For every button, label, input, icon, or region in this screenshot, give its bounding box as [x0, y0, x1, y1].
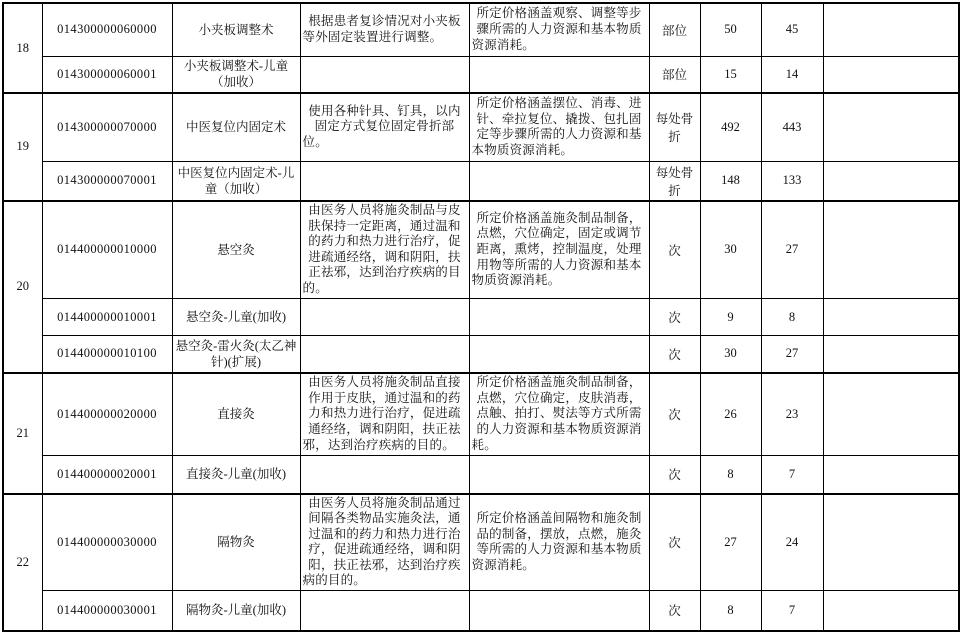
- price-coverage-cell: [469, 299, 649, 336]
- table-row: [3, 161, 959, 201]
- row-number-cell: 21: [3, 373, 42, 494]
- price-1-cell: 30: [700, 336, 761, 373]
- item-code-cell: 014400000030001: [42, 591, 172, 631]
- item-code-cell: 014300000060001: [42, 56, 172, 93]
- note-cell: [823, 161, 959, 201]
- price-2-cell: 24: [761, 494, 823, 591]
- price-coverage-cell: 所定价格涵盖施灸制品制备，点燃，穴位确定，皮肤消毒，点触、拍打、熨法等方式所需的人力资源和基本物质资源消耗。: [469, 373, 649, 456]
- price-1-cell: 148: [700, 161, 761, 201]
- price-1-cell: 8: [700, 456, 761, 494]
- pricing-unit-cell: 次: [649, 201, 700, 299]
- pricing-unit-cell: 每处骨折: [649, 93, 700, 161]
- price-1-cell: 15: [700, 56, 761, 93]
- item-name-cell: 中医复位内固定术-儿童（加收）: [172, 161, 300, 201]
- price-2-cell: 8: [761, 299, 823, 336]
- table-row: [3, 93, 959, 161]
- pricing-unit-cell: 部位: [649, 56, 700, 93]
- table-row: [3, 3, 959, 56]
- note-cell: [823, 56, 959, 93]
- pricing-unit-cell: 部位: [649, 3, 700, 56]
- note-cell: [823, 299, 959, 336]
- pricing-unit-cell: 每处骨折: [649, 161, 700, 201]
- price-coverage-cell: [469, 591, 649, 631]
- price-coverage-cell: 所定价格涵盖摆位、消毒、进针、牵拉复位、撬拨、包扎固定等步骤所需的人力资源和基本物质资源消耗。: [469, 93, 649, 161]
- service-description-cell: [300, 591, 469, 631]
- row-number-cell: 22: [3, 494, 42, 631]
- item-code-cell: 014300000060000: [42, 3, 172, 56]
- price-coverage-cell: 所定价格涵盖施灸制品制备，点燃，穴位确定，固定或调节距离，熏烤，控制温度，处理用物等所需的人力资源和基本物质资源消耗。: [469, 201, 649, 299]
- item-code-cell: 014400000010100: [42, 336, 172, 373]
- note-cell: [823, 494, 959, 591]
- price-2-cell: 7: [761, 456, 823, 494]
- service-description-cell: [300, 299, 469, 336]
- price-1-cell: 8: [700, 591, 761, 631]
- item-code-cell: 014300000070001: [42, 161, 172, 201]
- pricing-unit-cell: 次: [649, 456, 700, 494]
- table-row: [3, 299, 959, 336]
- item-name-cell: 隔物灸: [172, 494, 300, 591]
- item-name-cell: 小夹板调整术-儿童（加收）: [172, 56, 300, 93]
- row-number-cell: 19: [3, 93, 42, 201]
- pricing-unit-cell: 次: [649, 299, 700, 336]
- note-cell: [823, 591, 959, 631]
- note-cell: [823, 3, 959, 56]
- price-coverage-cell: 所定价格涵盖观察、调整等步骤所需的人力资源和基本物质资源消耗。: [469, 3, 649, 56]
- table-row: [3, 591, 959, 631]
- price-1-cell: 9: [700, 299, 761, 336]
- price-coverage-cell: [469, 456, 649, 494]
- item-code-cell: 014400000020000: [42, 373, 172, 456]
- table-row: [3, 494, 959, 591]
- price-2-cell: 133: [761, 161, 823, 201]
- pricing-unit-cell: 次: [649, 494, 700, 591]
- item-name-cell: 悬空灸: [172, 201, 300, 299]
- item-name-cell: 直接灸: [172, 373, 300, 456]
- service-description-cell: [300, 56, 469, 93]
- table-row: [3, 373, 959, 456]
- item-code-cell: 014400000030000: [42, 494, 172, 591]
- item-name-cell: 直接灸-儿童(加收): [172, 456, 300, 494]
- item-code-cell: 014400000010001: [42, 299, 172, 336]
- table-row: [3, 336, 959, 373]
- pricing-unit-cell: 次: [649, 591, 700, 631]
- item-code-cell: 014300000070000: [42, 93, 172, 161]
- note-cell: [823, 93, 959, 161]
- service-description-cell: 由医务人员将施灸制品直接作用于皮肤，通过温和的药力和热力进行治疗，促进疏通经络，调和阴阳，扶正祛邪，达到治疗疾病的目的。: [300, 373, 469, 456]
- document-page: [2, 2, 960, 632]
- price-1-cell: 26: [700, 373, 761, 456]
- table-row: [3, 456, 959, 494]
- row-number-cell: 20: [3, 201, 42, 373]
- price-2-cell: 27: [761, 336, 823, 373]
- pricing-unit-cell: 次: [649, 336, 700, 373]
- price-2-cell: 443: [761, 93, 823, 161]
- price-2-cell: 7: [761, 591, 823, 631]
- price-1-cell: 27: [700, 494, 761, 591]
- price-2-cell: 23: [761, 373, 823, 456]
- price-2-cell: 14: [761, 56, 823, 93]
- price-coverage-cell: [469, 161, 649, 201]
- note-cell: [823, 456, 959, 494]
- item-name-cell: 悬空灸-儿童(加收): [172, 299, 300, 336]
- service-description-cell: [300, 161, 469, 201]
- service-description-cell: 由医务人员将施灸制品与皮肤保持一定距离，通过温和的药力和热力进行治疗，促进疏通经络，调和阴阳，扶正祛邪，达到治疗疾病的目的。: [300, 201, 469, 299]
- pricing-unit-cell: 次: [649, 373, 700, 456]
- item-code-cell: 014400000020001: [42, 456, 172, 494]
- item-code-cell: 014400000010000: [42, 201, 172, 299]
- price-coverage-cell: [469, 336, 649, 373]
- price-coverage-cell: 所定价格涵盖间隔物和施灸制品的制备，摆放，点燃，施灸等所需的人力资源和基本物质资源消耗。: [469, 494, 649, 591]
- item-name-cell: 小夹板调整术: [172, 3, 300, 56]
- item-name-cell: 中医复位内固定术: [172, 93, 300, 161]
- price-2-cell: 45: [761, 3, 823, 56]
- price-1-cell: 50: [700, 3, 761, 56]
- price-2-cell: 27: [761, 201, 823, 299]
- table-row: [3, 56, 959, 93]
- price-1-cell: 492: [700, 93, 761, 161]
- pricing-table: [2, 2, 960, 632]
- service-description-cell: 由医务人员将施灸制品通过间隔各类物品实施灸法，通过温和的药力和热力进行治疗，促进疏通经络，调和阴阳，扶正祛邪，达到治疗疾病的目的。: [300, 494, 469, 591]
- note-cell: [823, 336, 959, 373]
- row-number-cell: 18: [3, 3, 42, 93]
- price-coverage-cell: [469, 56, 649, 93]
- service-description-cell: [300, 456, 469, 494]
- item-name-cell: 悬空灸-雷火灸(太乙神针)(扩展): [172, 336, 300, 373]
- table-row: [3, 201, 959, 299]
- note-cell: [823, 201, 959, 299]
- item-name-cell: 隔物灸-儿童(加收): [172, 591, 300, 631]
- note-cell: [823, 373, 959, 456]
- service-description-cell: 根据患者复诊情况对小夹板等外固定装置进行调整。: [300, 3, 469, 56]
- service-description-cell: 使用各种针具、钉具，以内固定方式复位固定骨折部位。: [300, 93, 469, 161]
- price-1-cell: 30: [700, 201, 761, 299]
- service-description-cell: [300, 336, 469, 373]
